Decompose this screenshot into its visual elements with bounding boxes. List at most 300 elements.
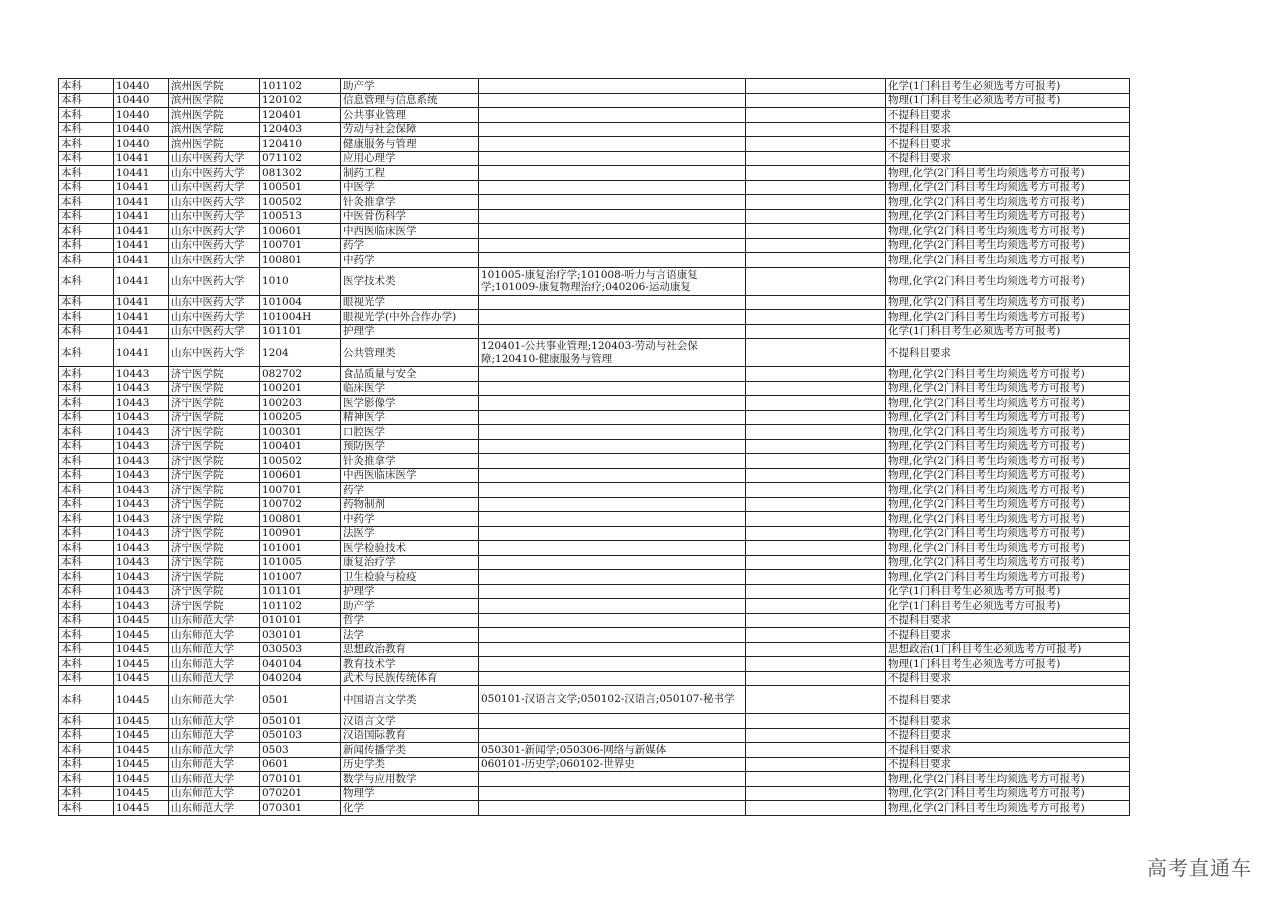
remarks-cell (746, 310, 886, 325)
major-name-cell: 中药学 (341, 512, 479, 527)
included-majors-cell (479, 238, 746, 253)
major-name-cell: 眼视光学(中外合作办学) (341, 310, 479, 325)
school-code-cell: 10443 (114, 454, 169, 469)
remarks-cell (746, 224, 886, 239)
subject-requirement-cell: 不提科目要求 (886, 339, 1130, 367)
major-code-cell: 100513 (260, 209, 341, 224)
included-majors-cell (479, 108, 746, 123)
major-name-cell: 中药学 (341, 253, 479, 268)
remarks-cell (746, 613, 886, 628)
table-row (59, 180, 1130, 195)
level-cell: 本科 (59, 772, 114, 787)
level-cell: 本科 (59, 151, 114, 166)
included-majors-cell (479, 786, 746, 801)
included-majors-cell: 050301-新闻学;050306-网络与新媒体 (479, 743, 746, 758)
level-cell: 本科 (59, 613, 114, 628)
level-cell: 本科 (59, 396, 114, 411)
included-majors-cell (479, 468, 746, 483)
school-code-cell: 10441 (114, 166, 169, 181)
school-name-cell: 山东师范大学 (169, 728, 260, 743)
school-name-cell: 山东中医药大学 (169, 339, 260, 367)
major-code-cell: 100401 (260, 439, 341, 454)
included-majors-cell (479, 541, 746, 556)
included-majors-cell (479, 512, 746, 527)
major-name-cell: 汉语国际教育 (341, 728, 479, 743)
included-majors-cell (479, 671, 746, 686)
major-code-cell: 120401 (260, 108, 341, 123)
included-majors-cell (479, 497, 746, 512)
school-code-cell: 10445 (114, 671, 169, 686)
major-name-cell: 劳动与社会保障 (341, 122, 479, 137)
remarks-cell (746, 497, 886, 512)
major-code-cell: 120410 (260, 137, 341, 152)
included-majors-cell (479, 454, 746, 469)
level-cell: 本科 (59, 180, 114, 195)
table-row (59, 801, 1130, 816)
major-name-cell: 针灸推拿学 (341, 454, 479, 469)
enrollment-table (58, 78, 1130, 816)
school-name-cell: 济宁医学院 (169, 599, 260, 614)
included-majors-cell: 060101-历史学;060102-世界史 (479, 757, 746, 772)
remarks-cell (746, 512, 886, 527)
subject-requirement-cell: 不提科目要求 (886, 613, 1130, 628)
major-code-cell: 0501 (260, 686, 341, 714)
included-majors-cell (479, 253, 746, 268)
school-name-cell: 滨州医学院 (169, 122, 260, 137)
level-cell: 本科 (59, 497, 114, 512)
level-cell: 本科 (59, 686, 114, 714)
table-row (59, 79, 1130, 94)
major-name-cell: 眼视光学 (341, 295, 479, 310)
table-row (59, 195, 1130, 210)
school-name-cell: 滨州医学院 (169, 137, 260, 152)
table-row (59, 122, 1130, 137)
school-name-cell: 山东中医药大学 (169, 180, 260, 195)
major-name-cell: 武术与民族传统体育 (341, 671, 479, 686)
included-majors-cell (479, 295, 746, 310)
table-row (59, 728, 1130, 743)
level-cell: 本科 (59, 743, 114, 758)
level-cell: 本科 (59, 79, 114, 94)
subject-requirement-cell: 物理,化学(2门科目考生均须选考方可报考) (886, 367, 1130, 382)
school-code-cell: 10441 (114, 267, 169, 295)
table-row (59, 657, 1130, 672)
school-code-cell: 10443 (114, 497, 169, 512)
major-name-cell: 思想政治教育 (341, 642, 479, 657)
major-code-cell: 100601 (260, 224, 341, 239)
level-cell: 本科 (59, 381, 114, 396)
subject-requirement-cell: 化学(1门科目考生必须选考方可报考) (886, 324, 1130, 339)
remarks-cell (746, 526, 886, 541)
subject-requirement-cell: 物理,化学(2门科目考生均须选考方可报考) (886, 570, 1130, 585)
major-code-cell: 050101 (260, 714, 341, 729)
school-name-cell: 山东中医药大学 (169, 324, 260, 339)
table-row (59, 468, 1130, 483)
remarks-cell (746, 657, 886, 672)
subject-requirement-cell: 物理,化学(2门科目考生均须选考方可报考) (886, 526, 1130, 541)
remarks-cell (746, 671, 886, 686)
remarks-cell (746, 555, 886, 570)
level-cell: 本科 (59, 671, 114, 686)
major-name-cell: 物理学 (341, 786, 479, 801)
school-code-cell: 10445 (114, 728, 169, 743)
major-name-cell: 卫生检验与检疫 (341, 570, 479, 585)
major-name-cell: 医学检验技术 (341, 541, 479, 556)
subject-requirement-cell: 物理,化学(2门科目考生均须选考方可报考) (886, 238, 1130, 253)
level-cell: 本科 (59, 541, 114, 556)
major-code-cell: 040104 (260, 657, 341, 672)
school-name-cell: 山东中医药大学 (169, 151, 260, 166)
school-name-cell: 济宁医学院 (169, 555, 260, 570)
level-cell: 本科 (59, 801, 114, 816)
school-name-cell: 山东师范大学 (169, 714, 260, 729)
remarks-cell (746, 195, 886, 210)
table-row (59, 396, 1130, 411)
table-row (59, 613, 1130, 628)
subject-requirement-cell: 物理,化学(2门科目考生均须选考方可报考) (886, 224, 1130, 239)
major-code-cell: 100301 (260, 425, 341, 440)
major-name-cell: 医学技术类 (341, 267, 479, 295)
major-code-cell: 101101 (260, 584, 341, 599)
level-cell: 本科 (59, 410, 114, 425)
remarks-cell (746, 541, 886, 556)
major-name-cell: 法学 (341, 628, 479, 643)
level-cell: 本科 (59, 599, 114, 614)
remarks-cell (746, 628, 886, 643)
school-code-cell: 10440 (114, 93, 169, 108)
subject-requirement-cell: 物理,化学(2门科目考生均须选考方可报考) (886, 512, 1130, 527)
remarks-cell (746, 599, 886, 614)
included-majors-cell (479, 410, 746, 425)
level-cell: 本科 (59, 253, 114, 268)
school-code-cell: 10441 (114, 238, 169, 253)
level-cell: 本科 (59, 439, 114, 454)
table-row (59, 526, 1130, 541)
remarks-cell (746, 108, 886, 123)
major-code-cell: 100201 (260, 381, 341, 396)
subject-requirement-cell: 物理,化学(2门科目考生均须选考方可报考) (886, 381, 1130, 396)
remarks-cell (746, 137, 886, 152)
major-code-cell: 1204 (260, 339, 341, 367)
remarks-cell (746, 367, 886, 382)
table-row (59, 642, 1130, 657)
level-cell: 本科 (59, 310, 114, 325)
subject-requirement-cell: 物理,化学(2门科目考生均须选考方可报考) (886, 410, 1130, 425)
major-name-cell: 教育技术学 (341, 657, 479, 672)
school-code-cell: 10443 (114, 584, 169, 599)
remarks-cell (746, 324, 886, 339)
major-code-cell: 100501 (260, 180, 341, 195)
subject-requirement-cell: 物理(1门科目考生必须选考方可报考) (886, 657, 1130, 672)
subject-requirement-cell: 物理(1门科目考生必须选考方可报考) (886, 93, 1130, 108)
school-code-cell: 10443 (114, 439, 169, 454)
included-majors-cell (479, 195, 746, 210)
school-name-cell: 山东师范大学 (169, 613, 260, 628)
remarks-cell (746, 728, 886, 743)
school-name-cell: 济宁医学院 (169, 396, 260, 411)
major-code-cell: 0601 (260, 757, 341, 772)
school-code-cell: 10441 (114, 151, 169, 166)
remarks-cell (746, 483, 886, 498)
table-row (59, 381, 1130, 396)
included-majors-cell: 120401-公共事业管理;120403-劳动与社会保障;120410-健康服务与管理 (479, 339, 746, 367)
major-code-cell: 030503 (260, 642, 341, 657)
included-majors-cell: 050101-汉语言文学;050102-汉语言;050107-秘书学 (479, 686, 746, 714)
table-row (59, 137, 1130, 152)
school-name-cell: 山东中医药大学 (169, 209, 260, 224)
remarks-cell (746, 714, 886, 729)
table-row (59, 267, 1130, 295)
remarks-cell (746, 79, 886, 94)
school-name-cell: 济宁医学院 (169, 526, 260, 541)
level-cell: 本科 (59, 642, 114, 657)
included-majors-cell (479, 166, 746, 181)
level-cell: 本科 (59, 238, 114, 253)
remarks-cell (746, 396, 886, 411)
school-name-cell: 济宁医学院 (169, 367, 260, 382)
subject-requirement-cell: 物理,化学(2门科目考生均须选考方可报考) (886, 295, 1130, 310)
included-majors-cell (479, 714, 746, 729)
subject-requirement-cell: 不提科目要求 (886, 122, 1130, 137)
table-row (59, 497, 1130, 512)
major-name-cell: 护理学 (341, 324, 479, 339)
school-code-cell: 10445 (114, 613, 169, 628)
remarks-cell (746, 468, 886, 483)
major-code-cell: 070101 (260, 772, 341, 787)
subject-requirement-cell: 物理,化学(2门科目考生均须选考方可报考) (886, 253, 1130, 268)
remarks-cell (746, 93, 886, 108)
level-cell: 本科 (59, 570, 114, 585)
school-name-cell: 山东师范大学 (169, 642, 260, 657)
major-name-cell: 药学 (341, 238, 479, 253)
table-row (59, 570, 1130, 585)
level-cell: 本科 (59, 468, 114, 483)
level-cell: 本科 (59, 757, 114, 772)
remarks-cell (746, 584, 886, 599)
included-majors-cell (479, 526, 746, 541)
school-code-cell: 10441 (114, 324, 169, 339)
subject-requirement-cell: 物理,化学(2门科目考生均须选考方可报考) (886, 267, 1130, 295)
major-name-cell: 精神医学 (341, 410, 479, 425)
school-code-cell: 10441 (114, 195, 169, 210)
table-row (59, 454, 1130, 469)
major-name-cell: 中西医临床医学 (341, 224, 479, 239)
major-name-cell: 健康服务与管理 (341, 137, 479, 152)
major-code-cell: 100801 (260, 512, 341, 527)
table-row (59, 584, 1130, 599)
school-name-cell: 山东师范大学 (169, 786, 260, 801)
watermark-text: 高考直通车 (1147, 856, 1252, 880)
school-code-cell: 10445 (114, 743, 169, 758)
major-name-cell: 化学 (341, 801, 479, 816)
table-row (59, 757, 1130, 772)
table-row (59, 772, 1130, 787)
school-code-cell: 10440 (114, 79, 169, 94)
school-name-cell: 山东师范大学 (169, 686, 260, 714)
school-name-cell: 山东师范大学 (169, 801, 260, 816)
major-code-cell: 0503 (260, 743, 341, 758)
school-code-cell: 10441 (114, 253, 169, 268)
subject-requirement-cell: 化学(1门科目考生必须选考方可报考) (886, 79, 1130, 94)
school-name-cell: 山东中医药大学 (169, 295, 260, 310)
table-row (59, 209, 1130, 224)
school-name-cell: 济宁医学院 (169, 497, 260, 512)
remarks-cell (746, 772, 886, 787)
major-name-cell: 助产学 (341, 79, 479, 94)
table-row (59, 151, 1130, 166)
table-row (59, 439, 1130, 454)
major-name-cell: 应用心理学 (341, 151, 479, 166)
level-cell: 本科 (59, 122, 114, 137)
included-majors-cell (479, 367, 746, 382)
subject-requirement-cell: 思想政治(1门科目考生必须选考方可报考) (886, 642, 1130, 657)
subject-requirement-cell: 物理,化学(2门科目考生均须选考方可报考) (886, 195, 1130, 210)
major-code-cell: 101102 (260, 599, 341, 614)
subject-requirement-cell: 不提科目要求 (886, 671, 1130, 686)
remarks-cell (746, 295, 886, 310)
school-name-cell: 山东师范大学 (169, 743, 260, 758)
included-majors-cell (479, 93, 746, 108)
table-row (59, 599, 1130, 614)
subject-requirement-cell: 物理,化学(2门科目考生均须选考方可报考) (886, 166, 1130, 181)
included-majors-cell (479, 381, 746, 396)
table-row (59, 628, 1130, 643)
school-code-cell: 10441 (114, 180, 169, 195)
remarks-cell (746, 425, 886, 440)
table-row (59, 339, 1130, 367)
major-name-cell: 中医学 (341, 180, 479, 195)
school-name-cell: 山东中医药大学 (169, 224, 260, 239)
level-cell: 本科 (59, 657, 114, 672)
major-name-cell: 口腔医学 (341, 425, 479, 440)
table-row (59, 786, 1130, 801)
remarks-cell (746, 757, 886, 772)
major-code-cell: 101004H (260, 310, 341, 325)
major-code-cell: 100205 (260, 410, 341, 425)
school-code-cell: 10443 (114, 468, 169, 483)
school-name-cell: 山东中医药大学 (169, 238, 260, 253)
subject-requirement-cell: 物理,化学(2门科目考生均须选考方可报考) (886, 772, 1130, 787)
major-name-cell: 数学与应用数学 (341, 772, 479, 787)
remarks-cell (746, 786, 886, 801)
major-name-cell: 制药工程 (341, 166, 479, 181)
major-name-cell: 助产学 (341, 599, 479, 614)
school-code-cell: 10440 (114, 122, 169, 137)
level-cell: 本科 (59, 728, 114, 743)
level-cell: 本科 (59, 324, 114, 339)
table-row (59, 310, 1130, 325)
remarks-cell (746, 642, 886, 657)
included-majors-cell (479, 209, 746, 224)
subject-requirement-cell: 物理,化学(2门科目考生均须选考方可报考) (886, 555, 1130, 570)
remarks-cell (746, 209, 886, 224)
major-code-cell: 100203 (260, 396, 341, 411)
included-majors-cell (479, 396, 746, 411)
included-majors-cell (479, 483, 746, 498)
subject-requirement-cell: 不提科目要求 (886, 757, 1130, 772)
level-cell: 本科 (59, 267, 114, 295)
major-name-cell: 中西医临床医学 (341, 468, 479, 483)
major-code-cell: 101001 (260, 541, 341, 556)
school-code-cell: 10443 (114, 526, 169, 541)
major-code-cell: 100702 (260, 497, 341, 512)
school-name-cell: 济宁医学院 (169, 541, 260, 556)
level-cell: 本科 (59, 224, 114, 239)
school-code-cell: 10443 (114, 555, 169, 570)
major-name-cell: 临床医学 (341, 381, 479, 396)
major-code-cell: 101102 (260, 79, 341, 94)
level-cell: 本科 (59, 166, 114, 181)
level-cell: 本科 (59, 512, 114, 527)
major-code-cell: 040204 (260, 671, 341, 686)
level-cell: 本科 (59, 483, 114, 498)
major-code-cell: 101007 (260, 570, 341, 585)
level-cell: 本科 (59, 209, 114, 224)
included-majors-cell (479, 151, 746, 166)
school-code-cell: 10445 (114, 757, 169, 772)
subject-requirement-cell: 物理,化学(2门科目考生均须选考方可报考) (886, 439, 1130, 454)
included-majors-cell (479, 224, 746, 239)
school-name-cell: 山东师范大学 (169, 628, 260, 643)
school-code-cell: 10441 (114, 224, 169, 239)
table-row (59, 253, 1130, 268)
included-majors-cell (479, 180, 746, 195)
major-name-cell: 药学 (341, 483, 479, 498)
school-name-cell: 济宁医学院 (169, 570, 260, 585)
subject-requirement-cell: 不提科目要求 (886, 728, 1130, 743)
remarks-cell (746, 238, 886, 253)
major-code-cell: 120403 (260, 122, 341, 137)
remarks-cell (746, 180, 886, 195)
major-name-cell: 新闻传播学类 (341, 743, 479, 758)
remarks-cell (746, 253, 886, 268)
included-majors-cell (479, 613, 746, 628)
level-cell: 本科 (59, 137, 114, 152)
school-name-cell: 济宁医学院 (169, 584, 260, 599)
school-code-cell: 10445 (114, 772, 169, 787)
major-code-cell: 010101 (260, 613, 341, 628)
major-name-cell: 中医骨伤科学 (341, 209, 479, 224)
school-name-cell: 滨州医学院 (169, 108, 260, 123)
subject-requirement-cell: 物理,化学(2门科目考生均须选考方可报考) (886, 454, 1130, 469)
school-code-cell: 10443 (114, 512, 169, 527)
major-code-cell: 100701 (260, 238, 341, 253)
school-name-cell: 山东中医药大学 (169, 166, 260, 181)
school-name-cell: 山东师范大学 (169, 757, 260, 772)
included-majors-cell (479, 772, 746, 787)
included-majors-cell (479, 439, 746, 454)
school-code-cell: 10445 (114, 801, 169, 816)
included-majors-cell (479, 425, 746, 440)
level-cell: 本科 (59, 93, 114, 108)
table-row (59, 93, 1130, 108)
school-name-cell: 济宁医学院 (169, 439, 260, 454)
subject-requirement-cell: 不提科目要求 (886, 686, 1130, 714)
major-name-cell: 预防医学 (341, 439, 479, 454)
subject-requirement-cell: 不提科目要求 (886, 151, 1130, 166)
major-code-cell: 101101 (260, 324, 341, 339)
remarks-cell (746, 410, 886, 425)
school-name-cell: 济宁医学院 (169, 454, 260, 469)
major-code-cell: 100502 (260, 454, 341, 469)
subject-requirement-cell: 物理,化学(2门科目考生均须选考方可报考) (886, 209, 1130, 224)
major-code-cell: 071102 (260, 151, 341, 166)
school-name-cell: 山东中医药大学 (169, 267, 260, 295)
table-row (59, 483, 1130, 498)
school-name-cell: 济宁医学院 (169, 468, 260, 483)
included-majors-cell (479, 555, 746, 570)
school-name-cell: 济宁医学院 (169, 512, 260, 527)
